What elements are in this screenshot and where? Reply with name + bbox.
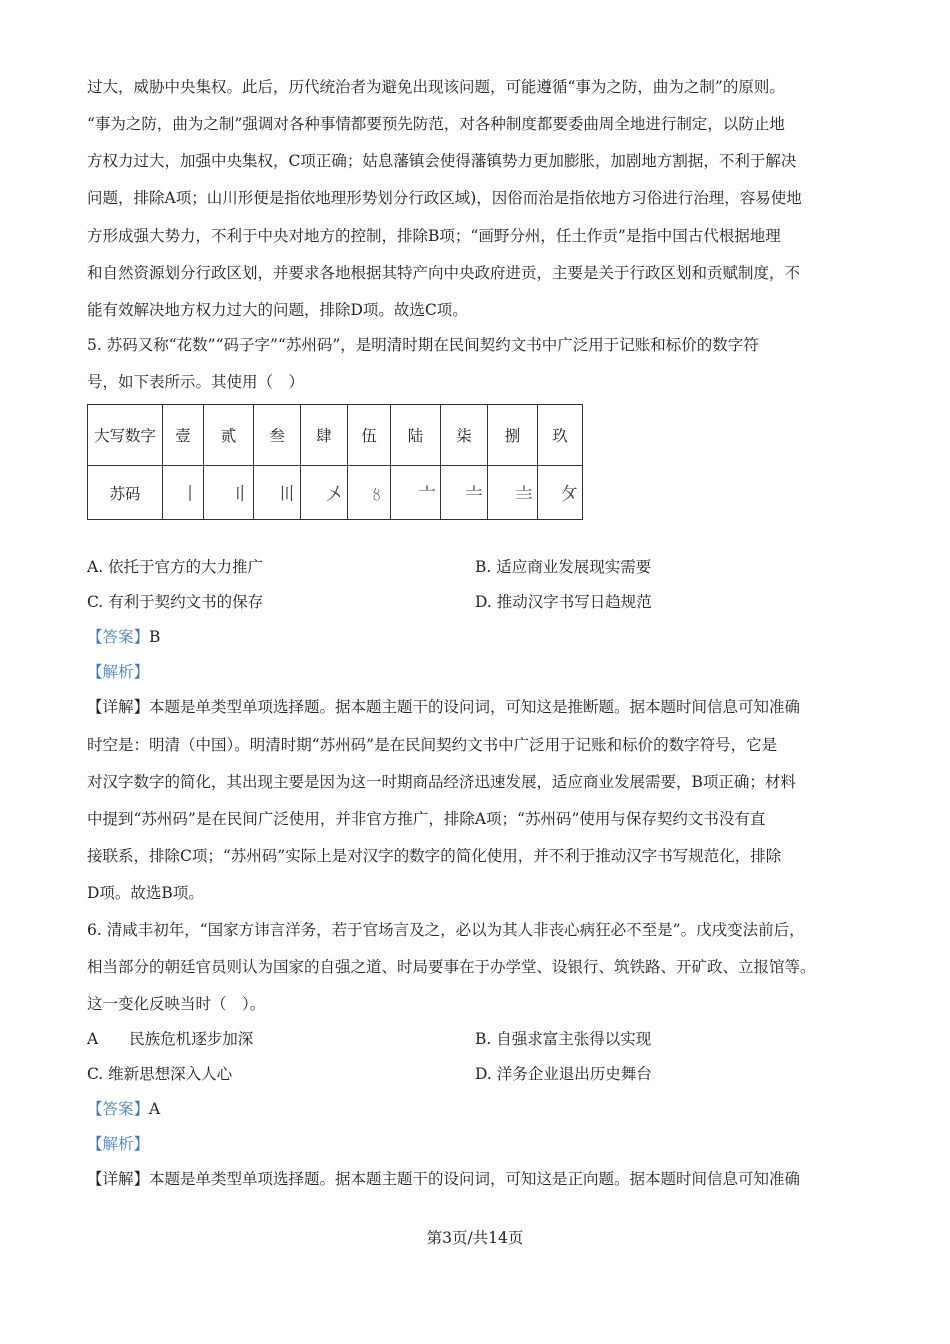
numeral-glyph: 〦 bbox=[391, 466, 441, 520]
answer-value: B bbox=[149, 628, 161, 646]
text-line: 对汉字数字的简化，其出现主要是因为这一时期商品经济迅速发展，适应商业发展需要，B项正确；材料 bbox=[87, 773, 796, 791]
analysis-label: 【解析】 bbox=[87, 663, 150, 681]
question-stem: 号，如下表所示。其使用（ ） bbox=[87, 373, 305, 391]
option-a: A. 依托于官方的大力推广 bbox=[87, 558, 264, 576]
text-line: 问题，排除A项；山川形便是指依地理形势划分行政区域)，因俗而治是指依地方习俗进行治理，容易使地 bbox=[87, 189, 802, 207]
table-cell: 壹 bbox=[163, 405, 204, 466]
numeral-glyph: 〣 bbox=[254, 466, 301, 520]
table-cell: 玖 bbox=[538, 405, 583, 466]
table-cell: 伍 bbox=[348, 405, 391, 466]
table-cell: 叁 bbox=[254, 405, 301, 466]
option-a: A 民族危机逐步加深 bbox=[87, 1030, 254, 1048]
table-cell: 捌 bbox=[488, 405, 538, 466]
question-stem: 5. 苏码又称“花数”“码子字”“苏州码”，是明清时期在民间契约文书中广泛用于记账和标价的数字符 bbox=[87, 336, 759, 354]
text-line: 方权力过大，加强中央集权，C项正确；姑息藩镇会使得藩镇势力更加膨胀，加剧地方割据，不利于解决 bbox=[87, 152, 797, 170]
answer bbox=[87, 627, 160, 647]
row-label: 苏码 bbox=[88, 466, 163, 520]
option-c: C. 维新思想深入人心 bbox=[87, 1065, 233, 1083]
numeral-glyph: 〥 bbox=[348, 466, 391, 520]
table-cell: 肆 bbox=[301, 405, 348, 466]
option-b: B. 自强求富主张得以实现 bbox=[475, 1030, 652, 1048]
answer bbox=[87, 1099, 160, 1119]
text-line: 【详解】本题是单类型单项选择题。据本题主题干的设问词，可知这是推断题。据本题时间信息可知准确 bbox=[87, 698, 801, 716]
answer-label: 【答案】 bbox=[87, 628, 150, 646]
question-stem: 6. 清咸丰初年，“国家方讳言洋务，若于官场言及之，必以为其人非丧心病狂必不至是”。戊戌变法前后， bbox=[87, 921, 805, 939]
answer-value: A bbox=[149, 1100, 161, 1118]
numeral-glyph: 〢 bbox=[204, 466, 254, 520]
option-d: D. 洋务企业退出历史舞台 bbox=[475, 1065, 652, 1083]
table-cell: 陆 bbox=[391, 405, 441, 466]
option-c: C. 有利于契约文书的保存 bbox=[87, 593, 264, 611]
option-d: D. 推动汉字书写日趋规范 bbox=[475, 593, 652, 611]
numeral-glyph: 〡 bbox=[163, 466, 204, 520]
suzhou-numerals-table bbox=[87, 404, 583, 520]
question-stem: 相当部分的朝廷官员则认为国家的自强之道、时局要事在于办学堂、设银行、筑铁路、开矿政、立报馆等。 bbox=[87, 958, 816, 976]
text-line: 方形成强大势力，不利于中央对地方的控制，排除B项；“画野分州，任土作贡”是指中国古代根据地理 bbox=[87, 227, 781, 245]
text-line: “事为之防，曲为之制”强调对各种事情都要预先防范，对各种制度都要委曲周全地进行制定，以防止地 bbox=[87, 115, 785, 133]
answer-label: 【答案】 bbox=[87, 1100, 150, 1118]
text-line: 时空是：明清（中国）。明清时期“苏州码”是在民间契约文书中广泛用于记账和标价的数字符号，它是 bbox=[87, 736, 778, 754]
text-line: 【详解】本题是单类型单项选择题。据本题主题干的设问词，可知这是正向题。据本题时间信息可知准确 bbox=[87, 1170, 801, 1188]
table-cell: 贰 bbox=[204, 405, 254, 466]
analysis-label: 【解析】 bbox=[87, 1135, 150, 1153]
numeral-glyph: 〨 bbox=[488, 466, 538, 520]
text-line: D项。故选B项。 bbox=[87, 884, 204, 902]
text-line: 中提到“苏州码”是在民间广泛使用，并非官方推广，排除A项；“苏州码”使用与保存契约文书没有直 bbox=[87, 810, 766, 828]
text-line: 能有效解决地方权力过大的问题，排除D项。故选C项。 bbox=[87, 301, 468, 319]
option-b: B. 适应商业发展现实需要 bbox=[475, 558, 652, 576]
row-label: 大写数字 bbox=[88, 405, 163, 466]
page-number: 第3页/共14页 bbox=[426, 1229, 524, 1247]
text-line: 过大，威胁中央集权。此后，历代统治者为避免出现该问题，可能遵循“事为之防，曲为之制”的原则。 bbox=[87, 78, 785, 96]
text-line: 和自然资源划分行政区划，并要求各地根据其特产向中央政府进贡，主要是关于行政区划和贡赋制度，不 bbox=[87, 264, 801, 282]
numeral-glyph: 〧 bbox=[441, 466, 488, 520]
text-line: 接联系，排除C项；“苏州码”实际上是对汉字的数字的简化使用，并不利于推动汉字书写规范化，排除 bbox=[87, 847, 782, 865]
table-cell: 柒 bbox=[441, 405, 488, 466]
numeral-glyph: 〩 bbox=[538, 466, 583, 520]
numeral-glyph: 〤 bbox=[301, 466, 348, 520]
question-stem: 这一变化反映当时（ ）。 bbox=[87, 995, 266, 1013]
